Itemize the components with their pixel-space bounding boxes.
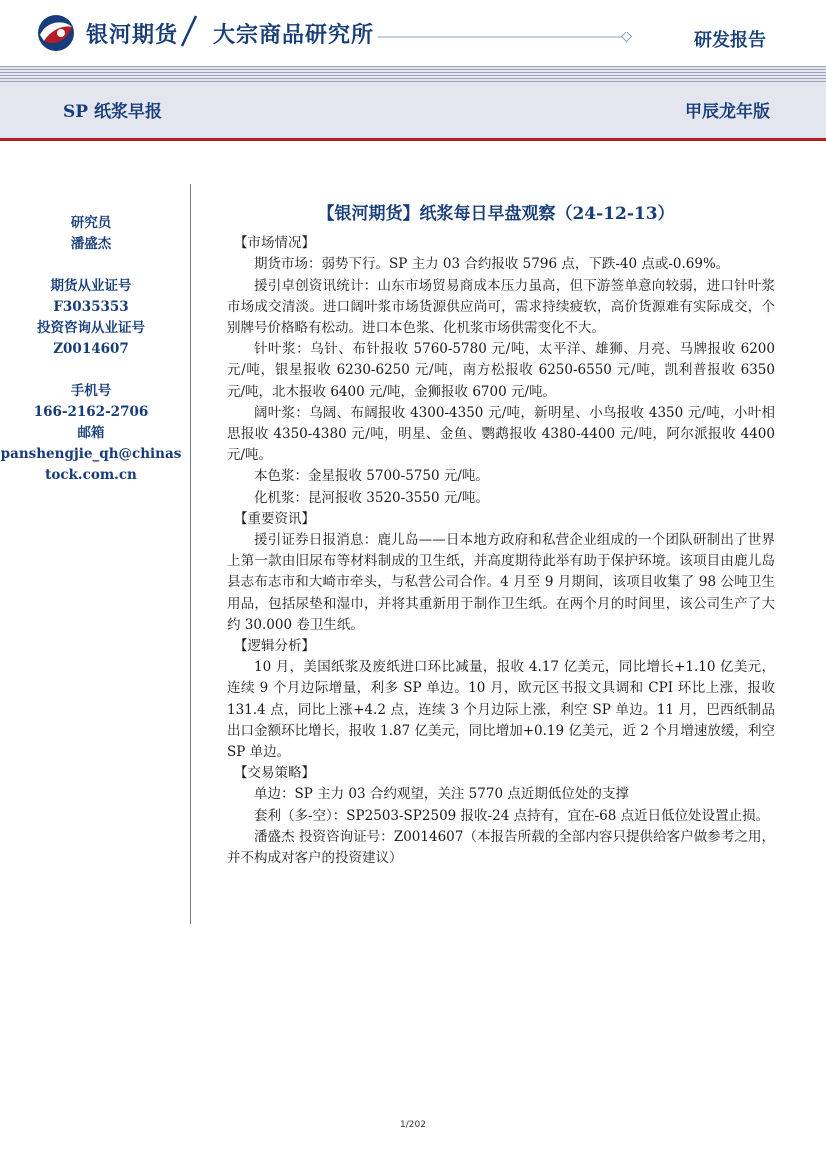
brand-name: 银河期货 bbox=[86, 23, 179, 48]
paragraph: 援引证券日报消息：鹿儿岛——日本地方政府和私营企业组成的一个团队研制出了世界上第一款由旧尿布等材料制成的卫生纸，并高度期待此举有助于保护环境。该项目由鹿儿岛县志布志市和大崎市牵头，与私营公司合作。4 月至 9 月期间，该项目收集了 98 公吨卫生用品，包括尿垫和湿巾，并将其重新用于制作卫生纸。在两个月的时间里，该公司生产了大约 30.000 卷卫生纸。 bbox=[227, 532, 775, 633]
report-title: 【银河期货】纸浆每日早盘观察（24-12-13） bbox=[317, 204, 675, 224]
paragraph: 化机浆：昆河报收 3520-3550 元/吨。 bbox=[254, 489, 489, 506]
phone-number: 166-2162-2706 bbox=[33, 404, 149, 420]
paragraph: 针叶浆：乌针、布针报收 5760-5780 元/吨，太平洋、雄狮、月亮、马牌报收 6200 元/吨，银星报收 6230-6250 元/吨，南方松报收 6250-6550 元/吨，凯利普报收 6350 元/吨，北木报收 6400 元/吨，金狮报收 6700 元/吨。 bbox=[227, 341, 775, 400]
license-number: F3035353 bbox=[53, 299, 129, 315]
section-heading: 【交易策略】 bbox=[234, 765, 315, 782]
analyst-name: 潘盛杰 bbox=[70, 236, 112, 252]
advisory-number: Z0014607 bbox=[53, 341, 129, 357]
header-stripe-band bbox=[0, 66, 826, 82]
paragraph: 援引卓创资讯统计：山东市场贸易商成本压力虽高，但下游签单意向较弱，进口针叶浆市场成交清淡。进口阔叶浆市场货源供应尚可，需求持续疲软，高价货源难有实际成交，个别牌号价格略有松动。进口本色浆、化机浆市场供需变化不大。 bbox=[227, 277, 775, 337]
report-type: 研发报告 bbox=[694, 30, 766, 51]
header-slash-divider bbox=[178, 14, 200, 48]
email-address[interactable]: panshengjie_qh@chinastock.com.cn bbox=[0, 446, 182, 483]
paragraph: 10 月，美国纸浆及废纸进口环比减量，报收 4.17 亿美元，同比增长+1.10 亿美元，连续 9 个月边际增量，利多 SP 单边。10 月，欧元区书报文具调和 CPI 环比上涨，报收 131.4 点，同比上涨+4.2 点，连续 3 个月边际上涨，利空 SP 单边。11 月，巴西纸制品出口金额环比增长，报收 1.87 亿美元，同比增加+0.19 亿美元，近 2 个月增速放缓，利空 SP 单边。 bbox=[227, 659, 775, 761]
product-title: SP 纸浆早报 bbox=[63, 102, 162, 122]
paragraph: 阔叶浆：乌阔、布阔报收 4300-4350 元/吨，新明星、小鸟报收 4350 元/吨，小叶相思报收 4350-4380 元/吨，明星、金鱼、鹦鹉报收 4380-4400 元/吨，阿尔派报收 4400 元/吨。 bbox=[227, 404, 775, 464]
institute-name: 大宗商品研究所 bbox=[213, 23, 375, 48]
section-heading: 【市场情况】 bbox=[234, 235, 315, 252]
email-label: 邮箱 bbox=[77, 425, 105, 441]
paragraph: 潘盛杰 投资咨询证号：Z0014607（本报告所载的全部内容只提供给客户做参考之用，并不构成对客户的投资建议） bbox=[227, 828, 775, 867]
role-label: 研究员 bbox=[70, 215, 112, 231]
report-header bbox=[0, 0, 826, 66]
section-heading: 【逻辑分析】 bbox=[234, 638, 315, 655]
edition-label: 甲辰龙年版 bbox=[685, 102, 770, 122]
sidebar-divider bbox=[190, 184, 191, 924]
paragraph: 本色浆：金星报收 5700-5750 元/吨。 bbox=[254, 468, 489, 485]
advisory-label: 投资咨询从业证号 bbox=[37, 320, 145, 336]
analyst-sidebar bbox=[0, 213, 182, 486]
galaxy-futures-logo-icon bbox=[34, 13, 78, 53]
paragraph: 套利（多-空）：SP2503-SP2509 报收-24 点持有，宜在-68 点近日低位处设置止损。 bbox=[254, 807, 770, 824]
license-label: 期货从业证号 bbox=[50, 278, 132, 294]
section-heading: 【重要资讯】 bbox=[234, 510, 315, 527]
phone-label: 手机号 bbox=[70, 383, 112, 399]
header-red-rule bbox=[0, 138, 826, 141]
page-number: 1/202 bbox=[400, 1120, 426, 1130]
paragraph: 期货市场：弱势下行。SP 主力 03 合约报收 5796 点，下跌-40 点或-0.69%。 bbox=[254, 256, 730, 273]
paragraph: 单边：SP 主力 03 合约观望，关注 5770 点近期低位处的支撑 bbox=[254, 786, 629, 803]
report-body bbox=[227, 204, 775, 869]
header-decor-line bbox=[378, 32, 638, 42]
